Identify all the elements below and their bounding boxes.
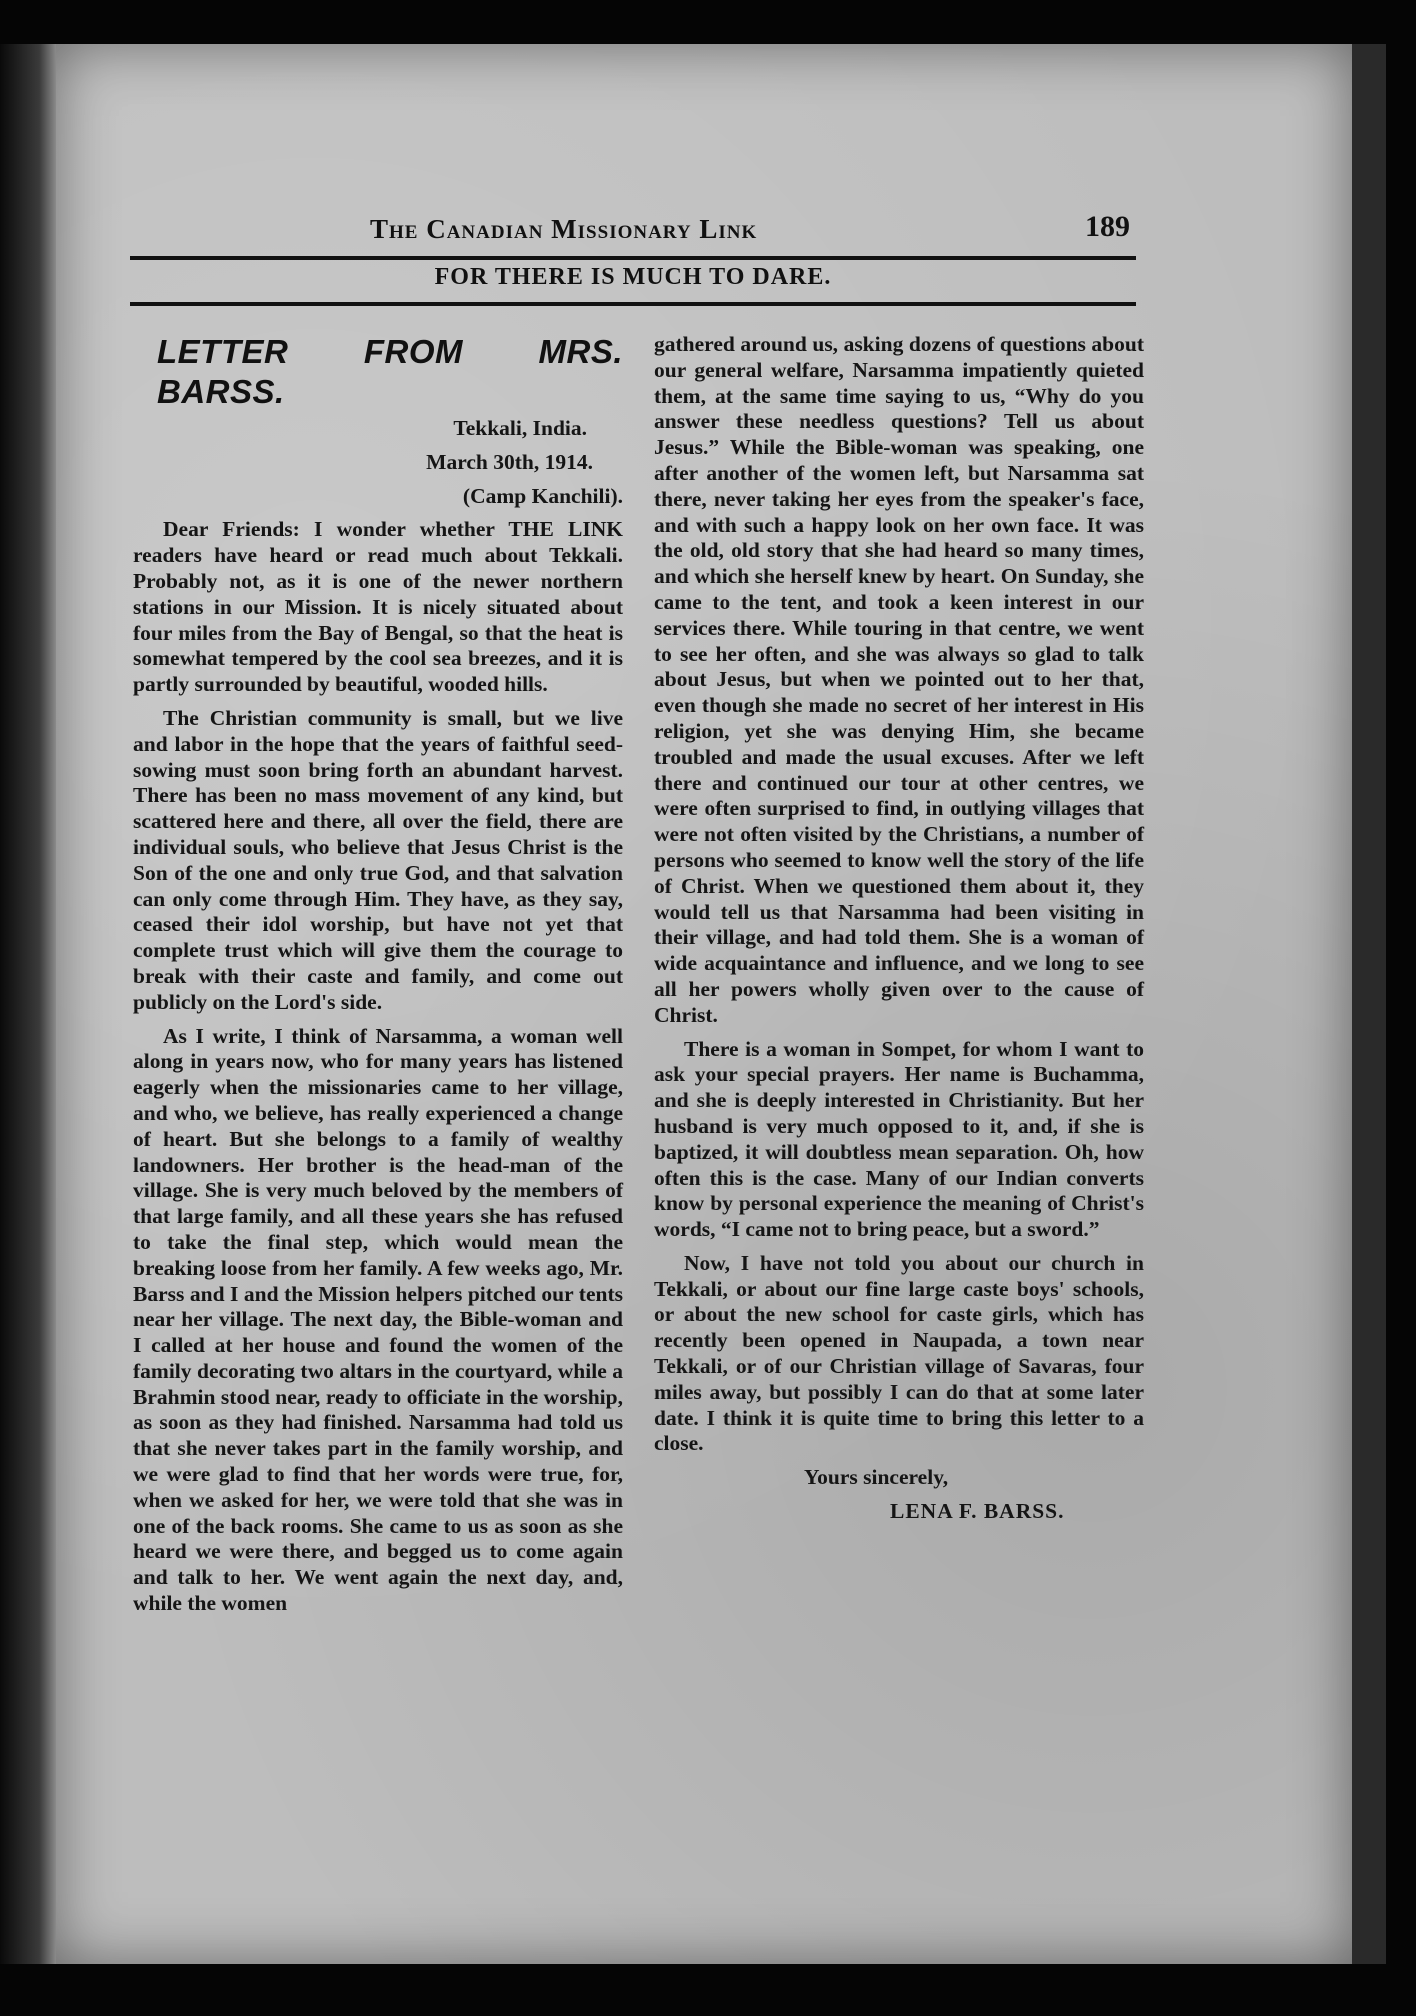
letter-closing: Yours sincerely,: [804, 1465, 949, 1490]
page-motto: FOR THERE IS MUCH TO DARE.: [434, 264, 832, 290]
dateline-camp: (Camp Kanchili).: [462, 483, 623, 508]
letter-signature: LENA F. BARSS.: [890, 1499, 1065, 1524]
paragraph: Dear Friends: I wonder whether THE LINK readers have heard or read much about Tekkali. Probably not, as it is one of the newer northern stations in our Mission. It is nicely situated about four miles from the Bay of Bengal, so that the heat is somewhat tempered by the cool sea breezes, and it is partly surrounded by beautiful, wooded hills.: [133, 517, 623, 697]
paragraph: The Christian community is small, but we live and labor in the hope that the years of faithful seed-sowing must soon bring forth an abundant harvest. There has been no mass movement of any kind, but scattered here and there, all over the field, there are individual souls, who believe that Jesus Christ is the Son of the one and only true God, and that salvation can only come through Him. They have, as they say, ceased their idol worship, but have not yet that complete trust which will give them the courage to break with their caste and family, and come out publicly on the Lord's side.: [133, 705, 623, 1014]
header-rule-bottom: [130, 302, 1136, 306]
running-header: [130, 208, 1130, 252]
paragraph: As I write, I think of Narsamma, a woman well along in years now, who for many years has listened eagerly when the missionaries came to her village, and who, we believe, has really experienced a change of heart. But she belongs to a family of wealthy landowners. Her brother is the head-man of the village. She is very much beloved by the members of that large family, and all these years she has refused to take the final step, which would mean the breaking loose from her family. A few weeks ago, Mr. Barss and I and the Mission helpers pitched our tents near her village. The next day, the Bible-woman and I called at her house and found the women of the family decorating two altars in the courtyard, while a Brahmin stood near, ready to officiate in the worship, as soon as they had finished. Narsamma had told us that she never takes part in the family worship, and we were glad to find that her words were true, for, when we asked for her, we were told that she was in one of the back rooms. She came to us as soon as she heard we were there, and begged us to come again and talk to her. We went again the next day, and, while the women: [133, 1023, 623, 1616]
dateline-place: Tekkali, India.: [453, 416, 587, 440]
left-page-edge: [0, 44, 56, 1964]
article-title: LETTER FROM MRS. BARSS.: [157, 333, 623, 410]
right-column: [654, 332, 1144, 1525]
right-binding-edge: [1352, 44, 1386, 1964]
paragraph: gathered around us, asking dozens of questions about our general welfare, Narsamma impatiently quieted them, at the same time saying to us, “Why do you answer these needless questions? Tell us about Jesus.” While the Bible-woman was speaking, one after another of the women left, but Narsamma sat there, never taking her eyes from the speaker's face, and with such a happy look on her own face. It was the old, old story that she had heard so many times, and which she herself knew by heart. On Sunday, she came to the tent, and took a keen interest in our services there. While touring in that centre, we went to see her often, and she was always so glad to talk about Jesus, but when we pointed out to her that, even though she made no secret of her interest in His religion, yet she was denying Him, she became troubled and made the usual excuses. After we left there and continued our tour at other centres, we were often surprised to find, in outlying villages that were not often visited by the Christians, a number of persons who seemed to know well the story of the life of Christ. When we questioned them about it, they would tell us that Narsamma had been visiting in their village, and had told them. She is a woman of wide acquaintance and influence, and we long to see all her powers wholly given over to the cause of Christ.: [654, 332, 1144, 1027]
paragraph: There is a woman in Sompet, for whom I want to ask your special prayers. Her name is Buchamma, and she is deeply interested in Christianity. But her husband is very much opposed to it, and, if she is baptized, it will doubtless mean separation. Oh, how often this is the case. Many of our Indian converts know by personal experience the meaning of Christ's words, “I came not to bring peace, but a sword.”: [654, 1036, 1144, 1242]
header-rule-top: [130, 256, 1136, 260]
page-number: 189: [1085, 210, 1130, 243]
left-column: [133, 332, 623, 1617]
paragraph: Now, I have not told you about our church in Tekkali, or about our fine large caste boys' schools, or about the new school for caste girls, which has recently been opened in Naupada, a town near Tekkali, or of our Christian village of Savaras, four miles away, but possibly I can do that at some later date. I think it is quite time to bring this letter to a close.: [654, 1250, 1144, 1456]
dateline-date: March 30th, 1914.: [426, 449, 593, 474]
running-title: The Canadian Missionary Link: [370, 214, 758, 244]
